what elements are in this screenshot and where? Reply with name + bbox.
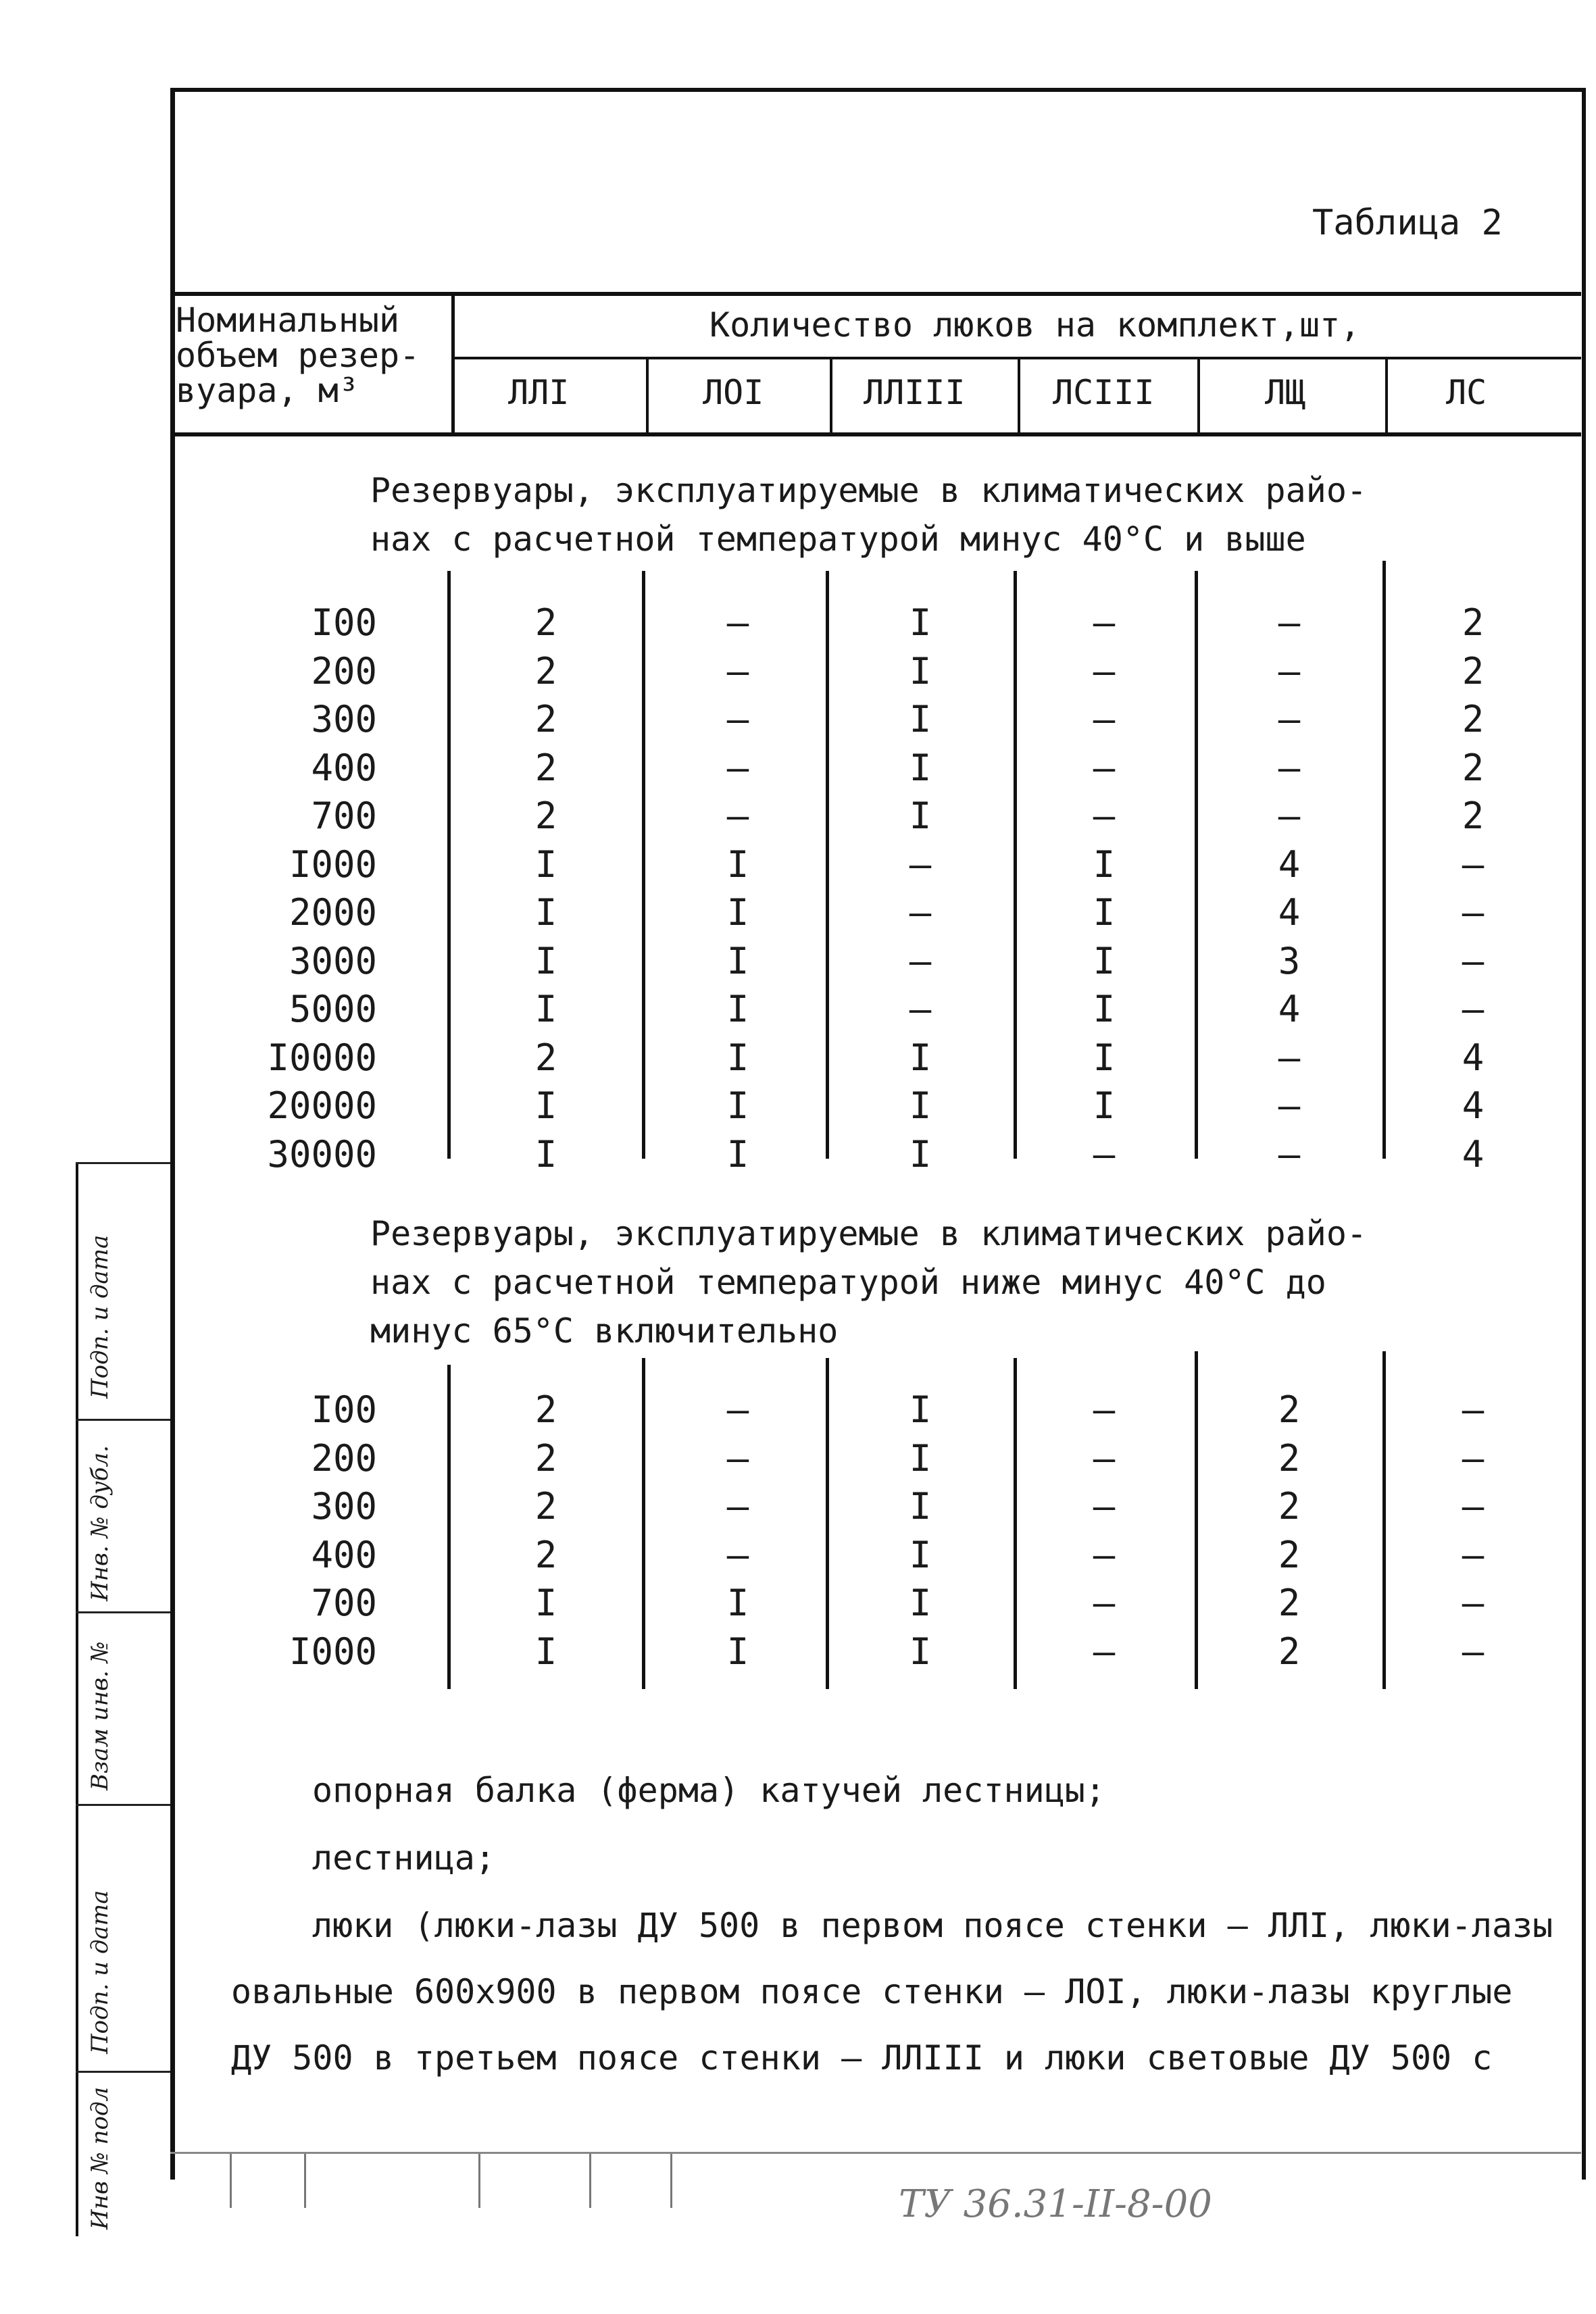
section2-value-cell: – (726, 1388, 749, 1431)
section1-value-cell: I (534, 1084, 557, 1127)
section1-volume-cell: 3000 (289, 939, 377, 982)
sidebar-rule (76, 1162, 170, 1164)
section1-value-cell: I (726, 1036, 749, 1079)
col-header-lshch: ЛЩ (1265, 373, 1306, 412)
col-divider-1 (646, 358, 649, 434)
section2-value-cell: 2 (534, 1436, 557, 1480)
section2-value-cell: 2 (1278, 1630, 1301, 1673)
section1-value-cell: I (534, 891, 557, 934)
section2-value-cell: I (909, 1485, 932, 1528)
section1-value-cell: I (909, 1132, 932, 1176)
section1-value-cell: – (1093, 795, 1116, 837)
section2-value-cell: 2 (1278, 1485, 1301, 1528)
col-divider-5 (1385, 358, 1388, 434)
s2-divider-1 (447, 1365, 451, 1689)
sidebar-label: Инв № подл (86, 2086, 114, 2230)
section1-value-cell: – (726, 649, 749, 693)
section2-title-line: Резервуары, эксплуатируемые в климатических райо- (370, 1214, 1368, 1253)
section1-volume-cell: I00 (311, 601, 377, 644)
section1-value-cell: I (909, 1036, 932, 1079)
section1-value-cell: 4 (1278, 891, 1301, 934)
section1-value-cell: 4 (1278, 988, 1301, 1030)
footer-divider (670, 2154, 672, 2208)
section1-value-cell: I (534, 842, 557, 886)
s1-divider-4 (1014, 571, 1017, 1159)
section2-value-cell: – (726, 1436, 749, 1480)
section1-value-cell: 3 (1278, 939, 1301, 982)
s1-divider-2 (642, 571, 645, 1159)
body-line: опорная балка (ферма) катучей лестницы; (312, 1771, 1105, 1810)
footer-divider (589, 2154, 591, 2208)
section1-value-cell: – (909, 939, 932, 982)
section1-value-cell: I (726, 842, 749, 886)
section1-value-cell: I (726, 939, 749, 982)
section1-value-cell: – (1278, 649, 1301, 693)
section2-value-cell: – (1093, 1630, 1116, 1673)
section1-value-cell: 2 (1462, 698, 1485, 740)
section1-value-cell: 4 (1462, 1132, 1485, 1176)
document-code-stamp: ТУ 36.31-II-8-00 (899, 2182, 1212, 2226)
s2-divider-4 (1014, 1358, 1017, 1689)
row-header-label (176, 303, 420, 408)
section2-value-cell: 2 (534, 1485, 557, 1528)
section2-value-cell: – (1093, 1533, 1116, 1576)
section2-value-cell: I (909, 1582, 932, 1624)
section2-value-cell: – (1093, 1388, 1116, 1431)
section2-value-cell: – (1462, 1388, 1485, 1431)
section1-value-cell: 2 (534, 1036, 557, 1079)
section2-value-cell: I (534, 1630, 557, 1673)
section1-value-cell: – (1278, 795, 1301, 837)
col-header-lsIII: ЛСIII (1053, 373, 1155, 412)
section1-value-cell: – (909, 988, 932, 1030)
section1-value-cell: – (1278, 1036, 1301, 1079)
section1-value-cell: 2 (534, 746, 557, 789)
section2-value-cell: 2 (534, 1388, 557, 1431)
section1-value-cell: – (1462, 939, 1485, 982)
section1-value-cell: I (1093, 1036, 1116, 1079)
s2-divider-2 (642, 1358, 645, 1689)
section2-value-cell: – (1462, 1582, 1485, 1624)
section1-value-cell: I (1093, 939, 1116, 982)
section1-value-cell: 2 (534, 601, 557, 644)
section1-value-cell: 2 (1462, 746, 1485, 789)
col-header-lli: ЛЛI (508, 373, 570, 412)
section2-value-cell: – (726, 1533, 749, 1576)
section1-value-cell: – (1278, 1084, 1301, 1127)
section1-value-cell: – (1278, 601, 1301, 644)
section2-value-cell: 2 (1278, 1533, 1301, 1576)
col-divider-2 (830, 358, 832, 434)
section1-value-cell: I (909, 746, 932, 789)
section1-value-cell: I (534, 988, 557, 1030)
section1-value-cell: – (726, 795, 749, 837)
section1-value-cell: 4 (1462, 1084, 1485, 1127)
section1-value-cell: I (909, 698, 932, 740)
section1-value-cell: I (1093, 988, 1116, 1030)
sidebar-rule (76, 1611, 170, 1613)
footer-divider (478, 2154, 480, 2208)
section2-value-cell: – (1462, 1533, 1485, 1576)
body-line: овальные 600х900 в первом поясе стенки – ЛОI, люки-лазы круглые (231, 1972, 1513, 2011)
section1-value-cell: – (726, 698, 749, 740)
sidebar-label: Инв. № дубл. (86, 1445, 114, 1601)
section1-value-cell: – (1093, 649, 1116, 693)
header-divider (451, 292, 455, 435)
section2-value-cell: I (909, 1388, 932, 1431)
s1-divider-1 (447, 571, 451, 1159)
sidebar-rule (76, 2071, 170, 2073)
section2-value-cell: I (726, 1630, 749, 1673)
section1-value-cell: I (909, 601, 932, 644)
section2-title (370, 1209, 1367, 1355)
sidebar-rule (76, 1419, 170, 1421)
section1-value-cell: 2 (534, 795, 557, 837)
section1-value-cell: – (1093, 746, 1116, 789)
sidebar-label: Подп. и дата (86, 1890, 114, 2054)
col-header-loi: ЛОI (703, 373, 764, 412)
section1-value-cell: – (909, 891, 932, 934)
section1-value-cell: – (1462, 988, 1485, 1030)
col-divider-4 (1197, 358, 1200, 434)
section1-title (370, 466, 1367, 563)
section1-value-cell: 4 (1462, 1036, 1485, 1079)
section1-volume-cell: 700 (311, 795, 377, 837)
section1-volume-cell: 30000 (267, 1132, 377, 1176)
section2-value-cell: I (534, 1582, 557, 1624)
section1-value-cell: 2 (534, 698, 557, 740)
section1-value-cell: I (909, 795, 932, 837)
section1-volume-cell: 300 (311, 698, 377, 740)
section1-value-cell: 4 (1278, 842, 1301, 886)
row-header-line: вуара, м³ (176, 371, 359, 410)
section1-value-cell: I (909, 649, 932, 693)
body-line: лестница; (312, 1838, 495, 1878)
row-header-line: Номинальный (176, 301, 400, 340)
s2-divider-5 (1195, 1351, 1198, 1689)
row-header-line: объем резер- (176, 336, 420, 375)
section1-value-cell: – (1278, 746, 1301, 789)
section1-value-cell: – (1093, 1132, 1116, 1176)
section1-value-cell: 2 (1462, 601, 1485, 644)
section2-value-cell: I (726, 1582, 749, 1624)
header-bottom-rule (170, 432, 1581, 436)
section1-title-line: нах с расчетной температурой минус 40°С и выше (370, 520, 1306, 559)
section1-value-cell: I (726, 1132, 749, 1176)
section2-value-cell: – (726, 1485, 749, 1528)
section2-value-cell: I (909, 1630, 932, 1673)
sidebar-outer-line (76, 1162, 78, 2236)
section2-value-cell: – (1093, 1436, 1116, 1480)
section1-value-cell: I (726, 1084, 749, 1127)
section2-value-cell: – (1093, 1582, 1116, 1624)
section1-volume-cell: 20000 (267, 1084, 377, 1127)
section1-value-cell: 2 (1462, 649, 1485, 693)
col-divider-3 (1018, 358, 1020, 434)
section1-volume-cell: I0000 (267, 1036, 377, 1079)
section2-volume-cell: 700 (311, 1582, 377, 1624)
section2-value-cell: 2 (1278, 1388, 1301, 1431)
section1-value-cell: I (1093, 842, 1116, 886)
section2-volume-cell: I000 (289, 1630, 377, 1673)
section1-value-cell: – (1278, 1132, 1301, 1176)
footer-rule (170, 2152, 1581, 2154)
column-group-header: Количество люков на комплект,шт, (709, 305, 1361, 345)
sidebar-label: Подп. и дата (86, 1234, 114, 1399)
section1-value-cell: – (1093, 601, 1116, 644)
body-line: ДУ 500 в третьем поясе стенки – ЛЛIII и люки световые ДУ 500 с (231, 2038, 1493, 2078)
section1-volume-cell: 2000 (289, 891, 377, 934)
section2-value-cell: – (1462, 1485, 1485, 1528)
section1-value-cell: – (1278, 698, 1301, 740)
section1-value-cell: I (534, 939, 557, 982)
section1-title-line: Резервуары, эксплуатируемые в климатических райо- (370, 471, 1368, 510)
section2-value-cell: – (1462, 1630, 1485, 1673)
section2-title-line: минус 65°С включительно (370, 1311, 839, 1351)
section1-value-cell: – (726, 601, 749, 644)
section2-value-cell: I (909, 1436, 932, 1480)
col-header-llIII: ЛЛIII (864, 373, 966, 412)
section2-value-cell: 2 (1278, 1582, 1301, 1624)
section1-value-cell: – (909, 842, 932, 886)
section1-value-cell: 2 (1462, 795, 1485, 837)
footer-divider (304, 2154, 306, 2208)
section2-title-line: нах с расчетной температурой ниже минус 40°С до (370, 1263, 1326, 1302)
section1-value-cell: – (726, 746, 749, 789)
section2-volume-cell: 200 (311, 1436, 377, 1480)
s1-divider-5 (1195, 571, 1198, 1159)
section1-value-cell: – (1462, 891, 1485, 934)
section1-volume-cell: 5000 (289, 988, 377, 1030)
section2-value-cell: 2 (534, 1533, 557, 1576)
section1-value-cell: – (1093, 698, 1116, 740)
s2-divider-3 (826, 1358, 829, 1689)
body-line: люки (люки-лазы ДУ 500 в первом поясе стенки – ЛЛI, люки-лазы (312, 1906, 1553, 1945)
section2-volume-cell: I00 (311, 1388, 377, 1431)
section2-volume-cell: 400 (311, 1533, 377, 1576)
section1-value-cell: – (1462, 842, 1485, 886)
sidebar-rule (76, 1804, 170, 1806)
section1-value-cell: I (1093, 1084, 1116, 1127)
section2-value-cell: – (1093, 1485, 1116, 1528)
section1-value-cell: I (1093, 891, 1116, 934)
table-label: Таблица 2 (1312, 203, 1503, 243)
header-top-rule (170, 292, 1581, 296)
section1-value-cell: I (909, 1084, 932, 1127)
section1-value-cell: I (726, 891, 749, 934)
sidebar-label: Взам инв. № (86, 1641, 114, 1790)
section2-value-cell: 2 (1278, 1436, 1301, 1480)
col-header-ls: ЛС (1446, 373, 1487, 412)
s1-divider-6 (1382, 561, 1386, 1159)
section1-volume-cell: I000 (289, 842, 377, 886)
footer-divider (230, 2154, 232, 2208)
section1-value-cell: 2 (534, 649, 557, 693)
section1-volume-cell: 400 (311, 746, 377, 789)
section2-volume-cell: 300 (311, 1485, 377, 1528)
s1-divider-3 (826, 571, 829, 1159)
section2-value-cell: I (909, 1533, 932, 1576)
section1-value-cell: I (534, 1132, 557, 1176)
section2-value-cell: – (1462, 1436, 1485, 1480)
section1-value-cell: I (726, 988, 749, 1030)
s2-divider-6 (1382, 1351, 1386, 1689)
section1-volume-cell: 200 (311, 649, 377, 693)
